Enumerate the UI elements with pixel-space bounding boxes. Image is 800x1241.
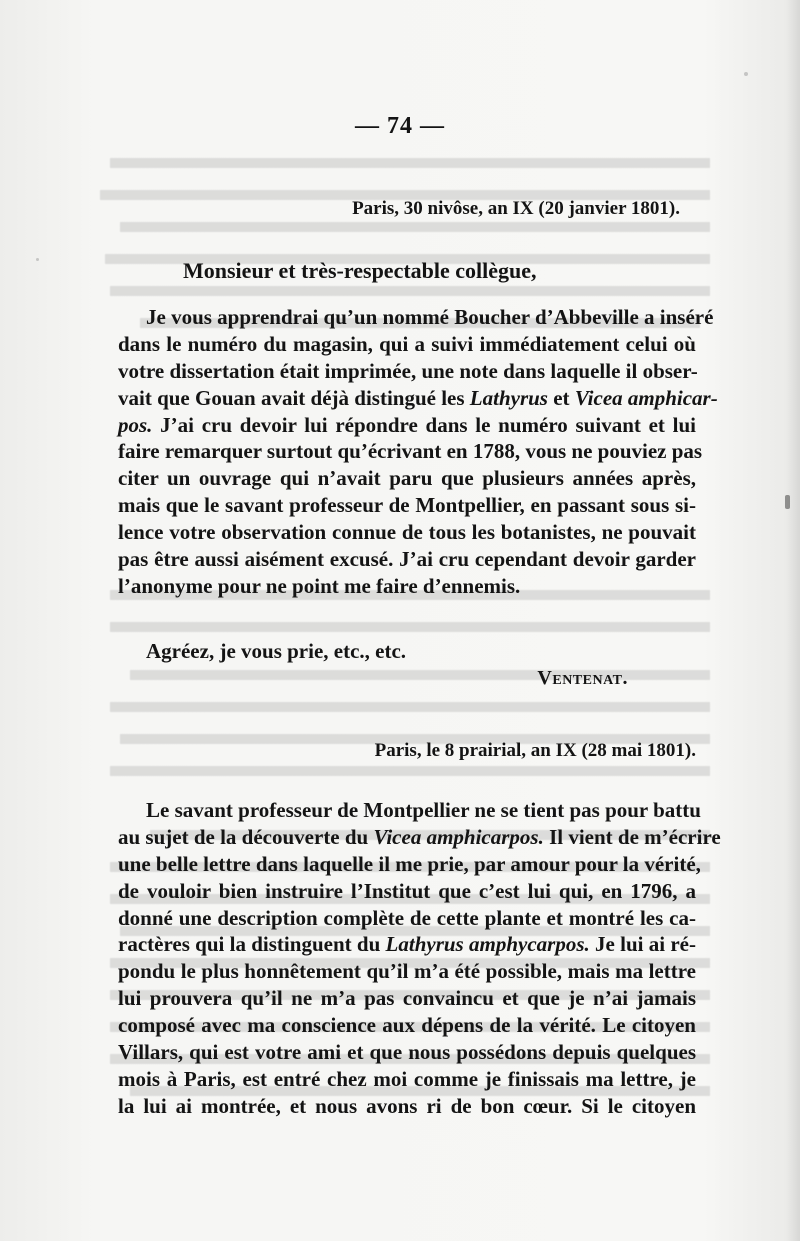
text-line: donné une description complète de cette plante et montré les ca- <box>118 905 696 930</box>
text-line: mois à Paris, est entré chez moi comme je finissais ma lettre, je <box>118 1066 696 1091</box>
text-line: lui prouvera qu’il ne m’a pas convaincu et que je n’ai jamais <box>118 986 696 1011</box>
italic-taxon: Lathyrus <box>469 385 548 410</box>
page-number: — 74 — <box>355 113 445 139</box>
letter-1-signature: Ventenat. <box>537 667 628 689</box>
text-fragment: vait que Gouan avait déjà distingué les <box>118 385 470 410</box>
letter-1-dateline: Paris, 30 nivôse, an IX (20 janvier 1801). <box>352 198 680 219</box>
text-line: la lui ai montrée, et nous avons ri de bon cœur. Si le citoyen <box>118 1093 696 1118</box>
text-fragment: ractères qui la distinguent du <box>118 932 386 957</box>
paper-speck <box>744 72 748 76</box>
letter-2-dateline: Paris, le 8 prairial, an IX (28 mai 1801). <box>374 740 696 761</box>
text-line: l’anonyme pour ne point me faire d’ennemis. <box>118 573 521 598</box>
text-line: composé avec ma conscience aux dépens de la vérité. Le citoyen <box>118 1013 696 1038</box>
text-line: une belle lettre dans laquelle il me prie, par amour pour la vérité, <box>118 851 701 876</box>
text-fragment: J’ai cru devoir lui répondre dans le numéro suivant et lui <box>152 412 696 437</box>
text-line <box>118 824 721 851</box>
text-fragment: et <box>547 385 575 410</box>
text-line: faire remarquer surtout qu’écrivant en 1788, vous ne pouviez pas <box>118 439 703 464</box>
italic-taxon: Lathyrus amphycarpos. <box>385 932 590 957</box>
text-line: mais que le savant professeur de Montpellier, en passant sous si- <box>118 493 696 518</box>
text-line: citer un ouvrage qui n’avait paru que plusieurs années après, <box>118 466 696 491</box>
paper-speck <box>36 258 39 261</box>
page-edge-shadow <box>786 0 800 1241</box>
text-line: dans le numéro du magasin, qui a suivi immédiatement celui où <box>118 331 696 356</box>
text-line: votre dissertation était imprimée, une note dans laquelle il obser- <box>118 358 698 383</box>
letter-2-body <box>118 797 721 1120</box>
text-line <box>118 931 696 958</box>
text-line: de vouloir bien instruire l’Institut que c’est lui qui, en 1796, a <box>118 878 696 903</box>
text-fragment: Il vient de m’écrire <box>543 824 721 849</box>
text-line <box>118 412 696 439</box>
text-line: pas être aussi aisément excusé. J’ai cru cependant devoir garder <box>118 547 696 572</box>
italic-taxon: pos. <box>118 412 153 437</box>
text-line: Villars, qui est votre ami et que nous possédons depuis quelques <box>118 1040 696 1065</box>
letter-1-body <box>118 304 718 600</box>
letter-1-closing: Agréez, je vous prie, etc., etc. <box>146 639 407 663</box>
text-line: pondu le plus honnêtement qu’il m’a été possible, mais ma lettre <box>118 959 696 984</box>
text-fragment: au sujet de la découverte du <box>118 824 374 849</box>
paper-mark <box>785 495 790 509</box>
text-line: Le savant professeur de Montpellier ne se tient pas pour battu <box>146 798 701 822</box>
text-fragment: Je lui ai ré- <box>589 932 696 957</box>
italic-taxon: Vicea amphicar- <box>574 385 718 410</box>
text-line <box>118 385 718 412</box>
letter-1-salutation: Monsieur et très-respectable collègue, <box>183 258 537 283</box>
italic-taxon: Vicea amphicarpos. <box>373 824 544 849</box>
text-line: Je vous apprendrai qu’un nommé Boucher d’Abbeville a inséré <box>146 305 714 329</box>
text-line: lence votre observation connue de tous les botanistes, ne pouvait <box>118 520 696 545</box>
